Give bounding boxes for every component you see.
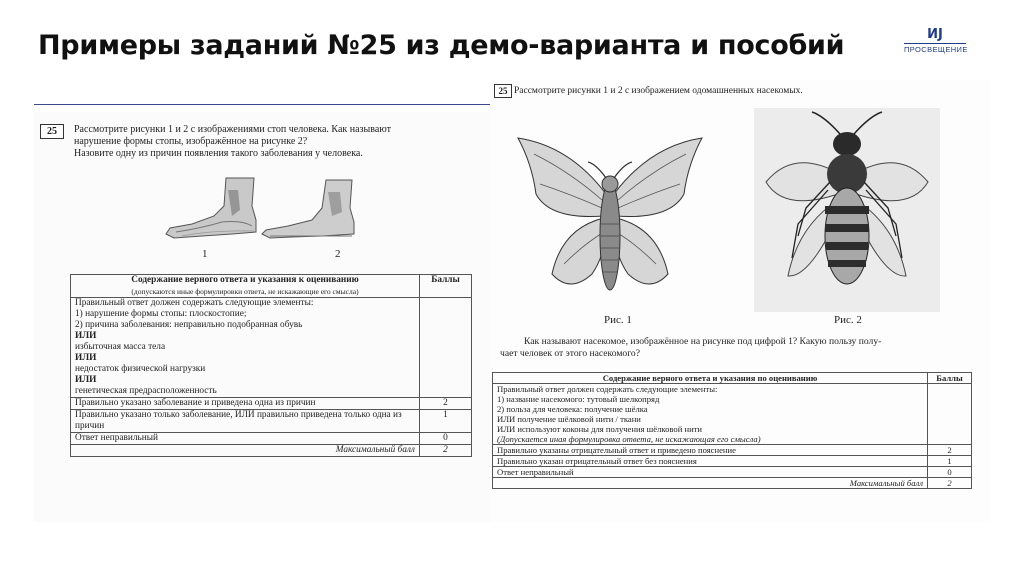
points-cell [420, 298, 472, 398]
foot-2-image [262, 180, 354, 238]
question-line: Рассмотрите рисунки 1 и 2 с изображениями стоп человека. Как называют [74, 124, 391, 135]
task-question [74, 124, 484, 160]
title-underline [34, 104, 492, 105]
points-cell: 2 [928, 445, 972, 456]
task-question-2 [500, 336, 970, 360]
feet-illustration [162, 176, 358, 242]
points-cell: 0 [420, 433, 472, 445]
right-document [490, 80, 990, 522]
table-row [493, 456, 972, 467]
question-line: чает человек от этого насекомого? [500, 348, 640, 359]
max-score-label: Максимальный балл [71, 445, 420, 457]
grading-table [70, 274, 472, 457]
task-number: 25 [40, 124, 64, 139]
max-score-label: Максимальный балл [493, 478, 928, 489]
bee-image [754, 108, 940, 312]
logo-mark: ИЈ [927, 27, 943, 42]
figure-1-label: Рис. 1 [604, 314, 632, 326]
points-header: Баллы [928, 373, 972, 384]
table-header: Содержание верного ответа и указания по оцениванию [493, 373, 928, 384]
logo-text: ПРОСВЕЩЕНИЕ [904, 45, 968, 54]
grading-table [492, 372, 972, 489]
answer-line: 2) причина заболевания: неправильно подобранная обувь [75, 320, 303, 330]
answer-cell [71, 298, 420, 398]
criterion-cell: Правильно указано только заболевание, ИЛИ правильно приведена только одна из причин [71, 410, 420, 433]
table-row [493, 478, 972, 489]
table-row [493, 384, 972, 445]
question-line: Как называют насекомое, изображённое на рисунке под цифрой 1? Какую пользу полу- [524, 336, 882, 347]
left-document [34, 112, 490, 522]
figure-2-label: Рис. 2 [834, 314, 862, 326]
task-number: 25 [494, 84, 512, 98]
table-header-row [71, 275, 472, 298]
points-cell [928, 384, 972, 445]
table-row [71, 298, 472, 398]
max-score-value: 2 [928, 478, 972, 489]
table-row [493, 445, 972, 456]
logo-divider [904, 43, 966, 44]
criterion-cell: Правильно указаны отрицательный ответ и приведено пояснение [493, 445, 928, 456]
table-row [71, 410, 472, 433]
slide-title: Примеры заданий №25 из демо-варианта и пособий [38, 30, 845, 61]
points-cell: 2 [420, 398, 472, 410]
max-score-value: 2 [420, 445, 472, 457]
silkworm-moth-image [510, 124, 710, 324]
figure-1-label: 1 [202, 248, 208, 260]
foot-1-image [166, 178, 256, 238]
answer-line: 1) нарушение формы стопы: плоскостопие; [75, 309, 247, 319]
points-cell: 1 [420, 410, 472, 433]
answer-line: избыточная масса тела [75, 342, 166, 352]
answer-line: генетическая предрасположенность [75, 386, 217, 396]
table-row [493, 467, 972, 478]
criterion-cell: Правильно указано заболевание и приведена одна из причин [71, 398, 420, 410]
criterion-cell: Ответ неправильный [71, 433, 420, 445]
answer-line: ИЛИ [75, 331, 97, 341]
table-row [71, 398, 472, 410]
header-text: Содержание верного ответа и указания к оцениванию [131, 275, 359, 285]
answer-cell [493, 384, 928, 445]
header-note: (допускаются иные формулировки ответа, не искажающие его смысла) [131, 287, 359, 296]
table-row [71, 433, 472, 445]
answer-line: Правильный ответ должен содержать следующие элементы: [75, 298, 314, 308]
points-header: Баллы [420, 275, 472, 298]
criterion-cell: Ответ неправильный [493, 467, 928, 478]
answer-line: ИЛИ [75, 353, 97, 363]
criterion-cell: Правильно указан отрицательный ответ без пояснения [493, 456, 928, 467]
answer-line: ИЛИ используют коконы для получения шёлковой нити [497, 424, 703, 434]
figure-2-label: 2 [335, 248, 341, 260]
question-line: Назовите одну из причин появления такого заболевания у человека. [74, 148, 363, 159]
table-header-row [493, 373, 972, 384]
answer-line: 1) название насекомого: тутовый шелкопряд [497, 394, 660, 404]
answer-line: Правильный ответ должен содержать следующие элементы: [497, 384, 718, 394]
answer-line: (Допускается иная формулировка ответа, не искажающая его смысла) [497, 434, 761, 444]
question-line: нарушение формы стопы, изображённое на рисунке 2? [74, 136, 308, 147]
answer-line: недостаток физической нагрузки [75, 364, 206, 374]
publisher-logo [904, 28, 966, 54]
table-row [71, 445, 472, 457]
points-cell: 0 [928, 467, 972, 478]
points-cell: 1 [928, 456, 972, 467]
answer-line: 2) польза для человека: получение шёлка [497, 404, 648, 414]
answer-line: ИЛИ получение шёлковой нити / ткани [497, 414, 641, 424]
answer-line: ИЛИ [75, 375, 97, 385]
table-header [71, 275, 420, 298]
task-question: Рассмотрите рисунки 1 и 2 с изображением одомашненных насекомых. [514, 86, 803, 96]
bee-illustration [754, 108, 940, 312]
